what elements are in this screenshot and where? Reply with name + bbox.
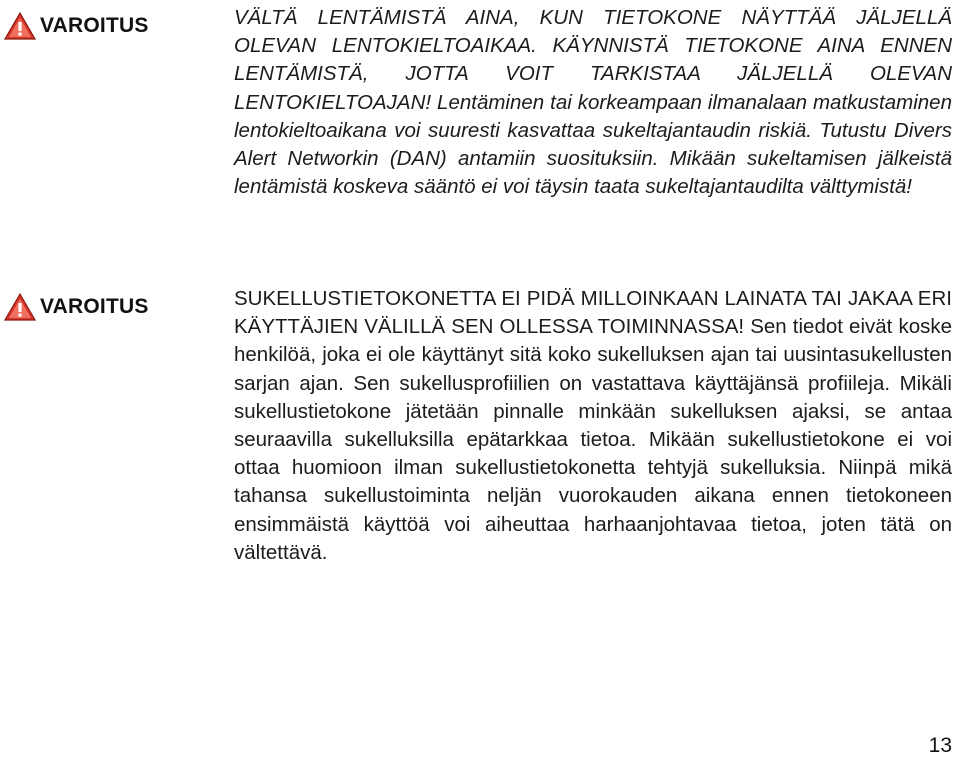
warning-label-cell [4, 293, 149, 321]
warning-triangle-icon [4, 293, 36, 321]
warning-label: VAROITUS [40, 295, 149, 318]
warning-triangle-icon [4, 12, 36, 40]
warning-label-cell [4, 12, 149, 40]
warning-label: VAROITUS [40, 14, 149, 37]
warning-text: VÄLTÄ LENTÄMISTÄ AINA, KUN TIETOKONE NÄYTTÄÄ JÄLJELLÄ OLEVAN LENTOKIELTOAIKAA. KÄYNNISTÄ TIETOKONE AINA ENNEN LENTÄMISTÄ, JOTTA VOIT TARKISTAA JÄLJELLÄ OLEVAN LENTOKIELTOAJAN! Lentäminen tai korkeampaan ilmanalaan matkustaminen lentokieltoaikana voi suuresti kasvattaa sukeltajantaudin riskiä. Tutustu Divers Alert Networkin (DAN) antamiin suosituksiin. Mikään sukeltamisen jälkeistä lentämistä koskeva sääntö ei voi täysin taata sukeltajantaudilta välttymistä! [234, 6, 952, 199]
page-number: 13 [928, 734, 952, 757]
warning-text: SUKELLUSTIETOKONETTA EI PIDÄ MILLOINKAAN LAINATA TAI JAKAA ERI KÄYTTÄJIEN VÄLILLÄ SEN OLLESSA TOIMINNASSA! Sen tiedot eivät koske henkilöä, joka ei ole käyttänyt sitä koko sukelluksen ajan tai uusintasukellusten sarjan ajan. Sen sukellusprofiilien on vastattava käyttäjänsä profiileja. Mikäli sukellustietokone jätetään pinnalle minkään sukelluksen ajaksi, se antaa seuraavilla sukelluksilla epätarkkaa tietoa. Mikään sukellustietokone ei voi ottaa huomioon ilman sukellustietokonetta tehtyjä sukelluksia. Niinpä mikä tahansa sukellustoiminta neljän vuorokauden aikana ennen tietokoneen ensimmäistä käyttöä voi aiheuttaa harhaanjohtavaa tietoa, joten tätä on vältettävä. [234, 287, 952, 564]
